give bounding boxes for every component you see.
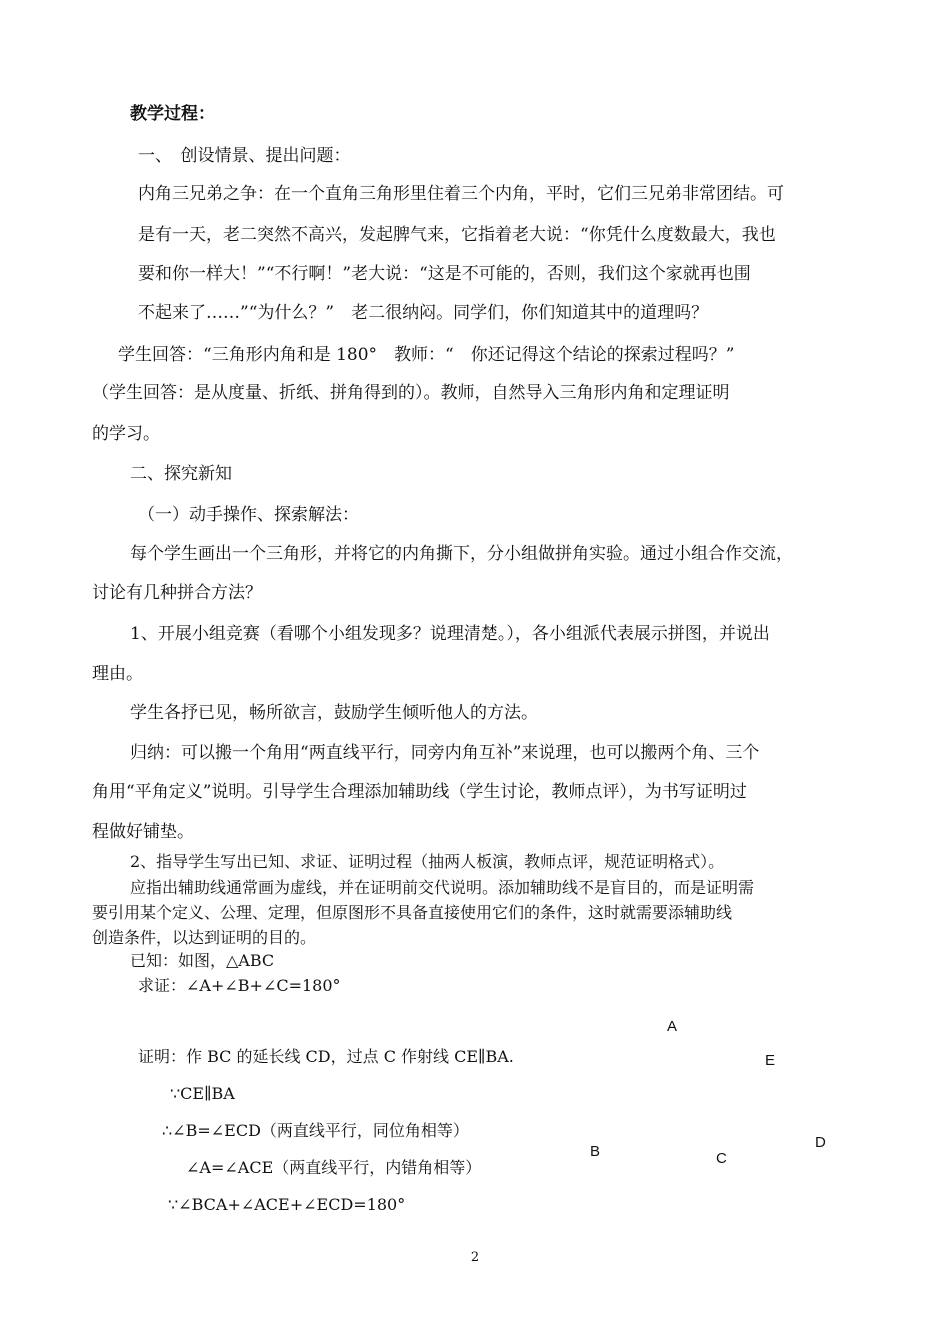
summary-line-1: 归纳：可以搬一个角用“两直线平行，同旁内角互补”来说理，也可以搬两个角、三个	[130, 743, 760, 763]
proof-line-3: ∴∠B=∠ECD（两直线平行，同位角相等）	[162, 1121, 469, 1140]
vertex-label-e: E	[765, 1052, 776, 1069]
story-line-4: 不起来了……”“为什么？” 老二很纳闷。同学们，你们知道其中的道理吗？	[138, 303, 709, 323]
students-line: 学生各抒已见，畅所欲言，鼓励学生倾听他人的方法。	[130, 703, 538, 723]
heading: 教学过程：	[130, 104, 215, 124]
section-1-title: 一、 创设情景、提出问题：	[138, 146, 351, 166]
vertex-label-d: D	[815, 1134, 826, 1151]
proof-line-1: 证明：作 BC 的延长线 CD，过点 C 作射线 CE∥BA.	[138, 1047, 514, 1066]
proof-line-2: ∵CE∥BA	[170, 1084, 235, 1103]
step-2-line: 2、指导学生写出已知、求证、证明过程（抽两人板演，教师点评，规范证明格式）。	[130, 852, 725, 871]
section-2-title: 二、探究新知	[130, 464, 232, 484]
proof-line-4: ∠A=∠ACE（两直线平行，内错角相等）	[186, 1158, 482, 1177]
proof-line-5: ∵∠BCA+∠ACE+∠ECD=180°	[168, 1195, 406, 1214]
vertex-label-c: C	[716, 1150, 727, 1167]
story-line-2: 是有一天，老二突然不高兴，发起脾气来，它指着老大说：“你凭什么度数最大，我也	[138, 225, 776, 245]
step-1-line-1: 1、开展小组竞赛（看哪个小组发现多？说理清楚。），各小组派代表展示拼图，并说出	[130, 624, 770, 644]
story-line-3: 要和你一样大！”“不行啊！”老大说：“这是不可能的，否则，我们这个家就再也围	[138, 264, 751, 284]
aux-line-2: 要引用某个定义、公理、定理，但原图形不具备直接使用它们的条件，这时就需要添辅助线	[92, 903, 733, 922]
page-number: 2	[470, 1250, 480, 1265]
prove-line: 求证：∠A+∠B+∠C=180°	[138, 976, 341, 995]
vertex-label-b: B	[590, 1143, 601, 1160]
summary-line-2: 角用“平角定义”说明。引导学生合理添加辅助线（学生讨论，教师点评），为书写证明过	[92, 782, 747, 802]
operation-line-1: 每个学生画出一个三角形，并将它的内角撕下，分小组做拼角实验。通过小组合作交流，	[130, 544, 793, 564]
aux-line-1: 应指出辅助线通常画为虚线，并在证明前交代说明。添加辅助线不是盲目的，而是证明需	[130, 878, 755, 897]
summary-line-3: 程做好铺垫。	[92, 822, 194, 842]
answer-line-1: 学生回答：“三角形内角和是 180° 教师：“ 你还记得这个结论的探索过程吗？”	[118, 345, 735, 365]
story-line-1: 内角三兄弟之争：在一个直角三角形里住着三个内角，平时，它们三兄弟非常团结。可	[138, 184, 784, 204]
vertex-label-a: A	[667, 1018, 678, 1035]
step-1-line-2: 理由。	[92, 664, 143, 684]
subsection-title: （一）动手操作、探索解法：	[138, 505, 359, 525]
answer-line-2: （学生回答：是从度量、折纸、拼角得到的）。教师，自然导入三角形内角和定理证明	[92, 383, 730, 403]
answer-line-3: 的学习。	[92, 424, 160, 444]
given-line: 已知：如图，△ABC	[130, 951, 275, 970]
operation-line-2: 讨论有几种拼合方法？	[92, 583, 262, 603]
aux-line-3: 创造条件，以达到证明的目的。	[92, 928, 317, 947]
